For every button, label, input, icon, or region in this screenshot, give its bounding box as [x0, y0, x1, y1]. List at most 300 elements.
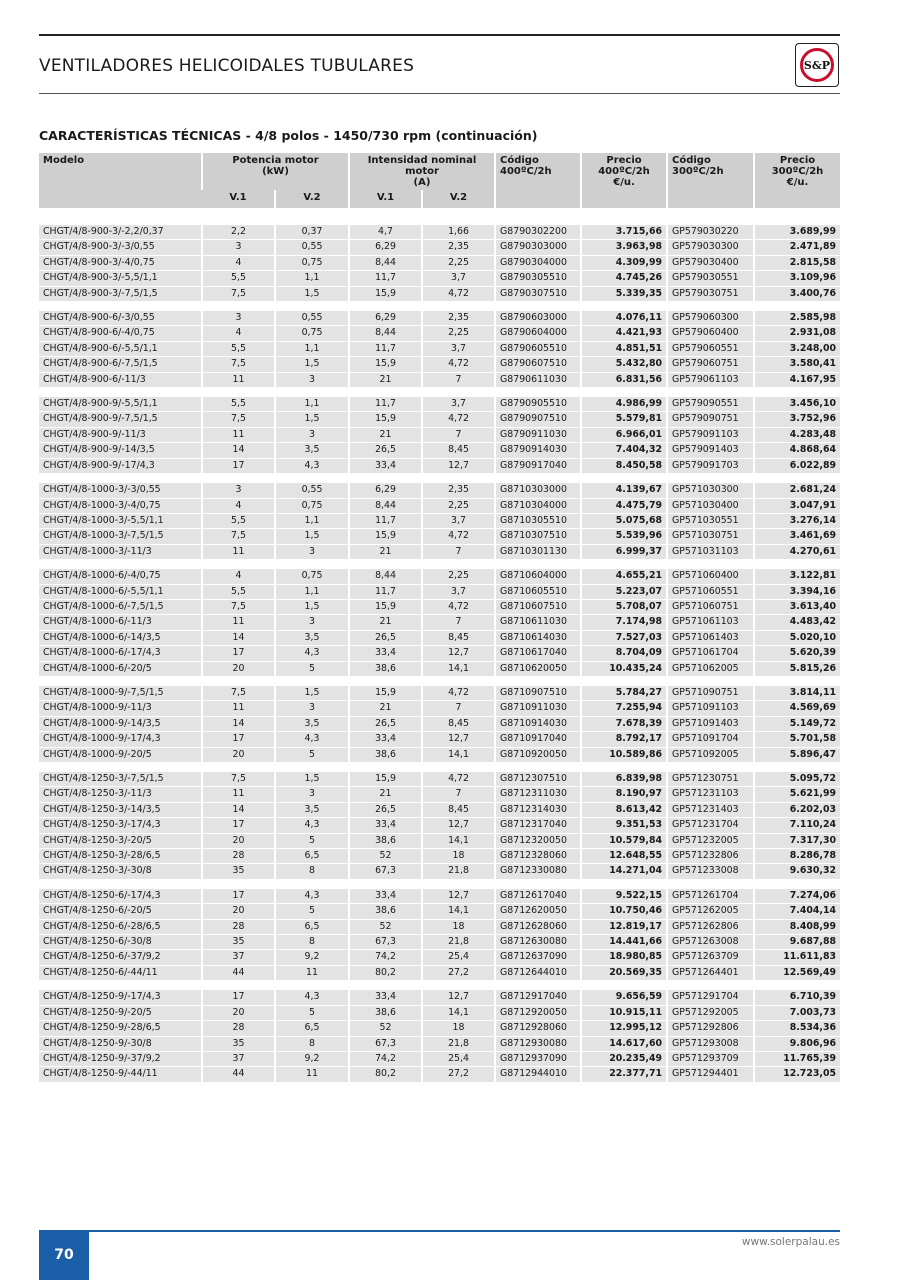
- table-row: [39, 311, 840, 326]
- cell-current-v2: 7: [422, 427, 495, 442]
- cell-price-300: 9.630,32: [754, 864, 840, 879]
- cell-current-v2: 4,72: [422, 357, 495, 372]
- cell-price-400: 7.255,94: [581, 701, 667, 716]
- cell-current-v2: 18: [422, 919, 495, 934]
- cell-code-400: G8790302200: [495, 225, 581, 240]
- cell-power-v2: 6,5: [275, 849, 349, 864]
- cell-current-v2: 21,8: [422, 935, 495, 950]
- table-row: [39, 397, 840, 412]
- cell-price-400: 5.075,68: [581, 513, 667, 528]
- cell-power-v1: 5,5: [202, 513, 275, 528]
- cell-current-v2: 3,7: [422, 341, 495, 356]
- cell-code-300: GP571061403: [667, 630, 754, 645]
- col-code-400: Código 400ºC/2h: [495, 153, 581, 208]
- col-model: Modelo: [39, 153, 202, 208]
- cell-power-v2: 3: [275, 615, 349, 630]
- cell-power-v1: 17: [202, 818, 275, 833]
- cell-code-300: GP579090551: [667, 397, 754, 412]
- cell-price-400: 9.522,15: [581, 889, 667, 904]
- cell-power-v2: 1,5: [275, 686, 349, 701]
- cell-power-v1: 5,5: [202, 397, 275, 412]
- cell-power-v1: 4: [202, 569, 275, 584]
- cell-price-300: 2.815,58: [754, 255, 840, 270]
- cell-current-v2: 2,25: [422, 255, 495, 270]
- cell-price-400: 6.999,37: [581, 544, 667, 559]
- table-row: [39, 919, 840, 934]
- cell-price-400: 4.076,11: [581, 311, 667, 326]
- cell-code-400: G8712620050: [495, 904, 581, 919]
- cell-current-v1: 26,5: [349, 716, 422, 731]
- cell-code-400: G8712328060: [495, 849, 581, 864]
- cell-code-300: GP571231704: [667, 818, 754, 833]
- group-spacer: [39, 302, 840, 312]
- cell-code-300: GP571090751: [667, 686, 754, 701]
- cell-current-v2: 14,1: [422, 747, 495, 762]
- cell-price-300: 4.167,95: [754, 372, 840, 387]
- cell-power-v2: 3: [275, 427, 349, 442]
- table-row: [39, 802, 840, 817]
- cell-current-v2: 2,35: [422, 240, 495, 255]
- cell-current-v1: 11,7: [349, 271, 422, 286]
- cell-power-v1: 5,5: [202, 584, 275, 599]
- cell-model: CHGT/4/8-900-3/-4/0,75: [39, 255, 202, 270]
- cell-current-v1: 4,7: [349, 225, 422, 240]
- table-row: [39, 1067, 840, 1082]
- cell-power-v2: 1,1: [275, 397, 349, 412]
- cell-power-v2: 5: [275, 661, 349, 676]
- header-rule: [39, 93, 840, 94]
- cell-power-v1: 17: [202, 646, 275, 661]
- cell-power-v2: 1,1: [275, 271, 349, 286]
- table-row: [39, 818, 840, 833]
- cell-code-400: G8790907510: [495, 412, 581, 427]
- cell-code-300: GP571060551: [667, 584, 754, 599]
- cell-model: CHGT/4/8-1000-6/-17/4,3: [39, 646, 202, 661]
- col-current-v1: V.1: [349, 190, 422, 208]
- cell-power-v1: 44: [202, 965, 275, 980]
- cell-price-400: 6.839,98: [581, 772, 667, 787]
- cell-price-400: 18.980,85: [581, 950, 667, 965]
- cell-price-400: 7.527,03: [581, 630, 667, 645]
- cell-current-v2: 8,45: [422, 716, 495, 731]
- cell-price-300: 6.710,39: [754, 990, 840, 1005]
- cell-model: CHGT/4/8-1250-3/-28/6,5: [39, 849, 202, 864]
- cell-model: CHGT/4/8-1250-3/-14/3,5: [39, 802, 202, 817]
- table-row: [39, 701, 840, 716]
- cell-code-400: G8710917040: [495, 732, 581, 747]
- cell-current-v2: 2,25: [422, 498, 495, 513]
- cell-current-v2: 2,35: [422, 311, 495, 326]
- cell-power-v1: 3: [202, 240, 275, 255]
- cell-code-400: G8712644010: [495, 965, 581, 980]
- cell-model: CHGT/4/8-900-6/-7,5/1,5: [39, 357, 202, 372]
- cell-model: CHGT/4/8-900-6/-4/0,75: [39, 326, 202, 341]
- table-row: [39, 1005, 840, 1020]
- cell-model: CHGT/4/8-1250-9/-44/11: [39, 1067, 202, 1082]
- table-row: [39, 240, 840, 255]
- cell-current-v1: 15,9: [349, 772, 422, 787]
- cell-price-400: 5.432,80: [581, 357, 667, 372]
- cell-price-400: 22.377,71: [581, 1067, 667, 1082]
- table-row: [39, 787, 840, 802]
- cell-power-v1: 44: [202, 1067, 275, 1082]
- cell-code-400: G8712314030: [495, 802, 581, 817]
- cell-current-v2: 7: [422, 701, 495, 716]
- cell-power-v2: 8: [275, 1036, 349, 1051]
- cell-code-400: G8710911030: [495, 701, 581, 716]
- cell-power-v1: 20: [202, 1005, 275, 1020]
- cell-price-300: 5.095,72: [754, 772, 840, 787]
- table-row: [39, 686, 840, 701]
- table-row: [39, 1021, 840, 1036]
- cell-code-400: G8710914030: [495, 716, 581, 731]
- cell-code-400: G8710620050: [495, 661, 581, 676]
- group-spacer: [39, 981, 840, 991]
- cell-current-v2: 8,45: [422, 802, 495, 817]
- cell-price-300: 12.569,49: [754, 965, 840, 980]
- table-row: [39, 427, 840, 442]
- cell-power-v1: 28: [202, 849, 275, 864]
- table-row: [39, 747, 840, 762]
- cell-current-v1: 52: [349, 849, 422, 864]
- table-row: [39, 372, 840, 387]
- cell-code-300: GP571292806: [667, 1021, 754, 1036]
- cell-current-v2: 7: [422, 372, 495, 387]
- col-price-400: Precio 400ºC/2h €/u.: [581, 153, 667, 208]
- cell-power-v1: 17: [202, 732, 275, 747]
- cell-code-300: GP579091103: [667, 427, 754, 442]
- cell-code-400: G8710303000: [495, 483, 581, 498]
- cell-power-v2: 9,2: [275, 1051, 349, 1066]
- cell-price-300: 3.461,69: [754, 529, 840, 544]
- cell-power-v2: 3,5: [275, 802, 349, 817]
- cell-current-v1: 38,6: [349, 747, 422, 762]
- cell-power-v1: 35: [202, 864, 275, 879]
- cell-code-300: GP571232005: [667, 833, 754, 848]
- cell-power-v1: 7,5: [202, 599, 275, 614]
- cell-current-v2: 12,7: [422, 458, 495, 473]
- cell-current-v2: 14,1: [422, 661, 495, 676]
- logo-mark: S&P: [800, 48, 834, 82]
- cell-power-v2: 4,3: [275, 732, 349, 747]
- footer-rule: [39, 1230, 840, 1232]
- table-row: [39, 498, 840, 513]
- cell-code-300: GP571262806: [667, 919, 754, 934]
- cell-current-v1: 67,3: [349, 864, 422, 879]
- cell-current-v1: 74,2: [349, 1051, 422, 1066]
- cell-power-v2: 4,3: [275, 646, 349, 661]
- cell-price-400: 5.223,07: [581, 584, 667, 599]
- table-row: [39, 1051, 840, 1066]
- cell-code-400: G8710920050: [495, 747, 581, 762]
- cell-code-400: G8712937090: [495, 1051, 581, 1066]
- cell-code-400: G8712617040: [495, 889, 581, 904]
- cell-price-400: 5.708,07: [581, 599, 667, 614]
- cell-current-v1: 21: [349, 427, 422, 442]
- cell-current-v1: 15,9: [349, 286, 422, 301]
- cell-model: CHGT/4/8-1250-6/-20/5: [39, 904, 202, 919]
- cell-power-v1: 11: [202, 372, 275, 387]
- col-current-v2: V.2: [422, 190, 495, 208]
- cell-model: CHGT/4/8-1250-6/-44/11: [39, 965, 202, 980]
- cell-price-300: 7.317,30: [754, 833, 840, 848]
- cell-power-v2: 3,5: [275, 630, 349, 645]
- cell-current-v1: 33,4: [349, 732, 422, 747]
- cell-power-v2: 4,3: [275, 458, 349, 473]
- cell-current-v2: 3,7: [422, 513, 495, 528]
- cell-code-400: G8710607510: [495, 599, 581, 614]
- cell-current-v1: 8,44: [349, 498, 422, 513]
- table-row: [39, 513, 840, 528]
- group-spacer: [39, 763, 840, 773]
- cell-current-v1: 11,7: [349, 397, 422, 412]
- cell-price-400: 10.915,11: [581, 1005, 667, 1020]
- cell-current-v2: 7: [422, 787, 495, 802]
- website-link[interactable]: www.solerpalau.es: [741, 1236, 840, 1248]
- cell-code-400: G8790604000: [495, 326, 581, 341]
- table-row: [39, 225, 840, 240]
- cell-model: CHGT/4/8-900-9/-5,5/1,1: [39, 397, 202, 412]
- cell-code-300: GP571030400: [667, 498, 754, 513]
- specs-table: [39, 153, 840, 1083]
- cell-model: CHGT/4/8-900-9/-7,5/1,5: [39, 412, 202, 427]
- cell-price-400: 8.704,09: [581, 646, 667, 661]
- cell-model: CHGT/4/8-1000-3/-7,5/1,5: [39, 529, 202, 544]
- table-row: [39, 615, 840, 630]
- cell-current-v1: 11,7: [349, 513, 422, 528]
- cell-current-v2: 27,2: [422, 1067, 495, 1082]
- cell-power-v1: 28: [202, 919, 275, 934]
- cell-power-v1: 7,5: [202, 529, 275, 544]
- cell-model: CHGT/4/8-1250-6/-28/6,5: [39, 919, 202, 934]
- cell-model: CHGT/4/8-900-3/-5,5/1,1: [39, 271, 202, 286]
- cell-code-400: G8710614030: [495, 630, 581, 645]
- cell-code-300: GP571232806: [667, 849, 754, 864]
- cell-power-v2: 6,5: [275, 1021, 349, 1036]
- cell-model: CHGT/4/8-1250-3/-30/8: [39, 864, 202, 879]
- cell-current-v2: 2,35: [422, 483, 495, 498]
- cell-price-400: 12.995,12: [581, 1021, 667, 1036]
- table-row: [39, 584, 840, 599]
- cell-code-400: G8710604000: [495, 569, 581, 584]
- cell-power-v1: 11: [202, 615, 275, 630]
- cell-code-300: GP571294401: [667, 1067, 754, 1082]
- cell-model: CHGT/4/8-1000-6/-4/0,75: [39, 569, 202, 584]
- cell-power-v2: 4,3: [275, 889, 349, 904]
- cell-model: CHGT/4/8-1250-3/-20/5: [39, 833, 202, 848]
- cell-current-v2: 25,4: [422, 950, 495, 965]
- cell-model: CHGT/4/8-1000-6/-5,5/1,1: [39, 584, 202, 599]
- cell-code-300: GP579060551: [667, 341, 754, 356]
- cell-code-400: G8712920050: [495, 1005, 581, 1020]
- cell-current-v1: 21: [349, 544, 422, 559]
- cell-code-400: G8790611030: [495, 372, 581, 387]
- cell-current-v2: 4,72: [422, 529, 495, 544]
- cell-current-v2: 4,72: [422, 286, 495, 301]
- cell-code-300: GP571263008: [667, 935, 754, 950]
- table-row: [39, 271, 840, 286]
- cell-price-400: 8.450,58: [581, 458, 667, 473]
- cell-price-400: 12.648,55: [581, 849, 667, 864]
- cell-code-400: G8712307510: [495, 772, 581, 787]
- page-title: VENTILADORES HELICOIDALES TUBULARES: [39, 56, 415, 76]
- cell-price-300: 8.286,78: [754, 849, 840, 864]
- cell-model: CHGT/4/8-900-6/-5,5/1,1: [39, 341, 202, 356]
- cell-code-400: G8710611030: [495, 615, 581, 630]
- cell-power-v1: 4: [202, 255, 275, 270]
- cell-current-v1: 33,4: [349, 646, 422, 661]
- cell-power-v2: 4,3: [275, 818, 349, 833]
- cell-code-400: G8710301130: [495, 544, 581, 559]
- cell-code-300: GP571061704: [667, 646, 754, 661]
- cell-power-v1: 4: [202, 498, 275, 513]
- cell-code-400: G8790603000: [495, 311, 581, 326]
- cell-price-300: 5.701,58: [754, 732, 840, 747]
- cell-power-v1: 37: [202, 1051, 275, 1066]
- cell-code-400: G8790305510: [495, 271, 581, 286]
- cell-power-v1: 11: [202, 787, 275, 802]
- cell-price-400: 6.831,56: [581, 372, 667, 387]
- cell-power-v2: 5: [275, 904, 349, 919]
- cell-power-v2: 11: [275, 1067, 349, 1082]
- cell-code-400: G8790304000: [495, 255, 581, 270]
- cell-model: CHGT/4/8-900-6/-11/3: [39, 372, 202, 387]
- table-row: [39, 864, 840, 879]
- cell-price-400: 3.963,98: [581, 240, 667, 255]
- table-row: [39, 544, 840, 559]
- cell-code-400: G8712630080: [495, 935, 581, 950]
- cell-price-300: 5.020,10: [754, 630, 840, 645]
- cell-current-v1: 8,44: [349, 326, 422, 341]
- cell-current-v1: 80,2: [349, 965, 422, 980]
- cell-code-300: GP579030300: [667, 240, 754, 255]
- cell-model: CHGT/4/8-1250-6/-37/9,2: [39, 950, 202, 965]
- cell-price-400: 20.235,49: [581, 1051, 667, 1066]
- table-row: [39, 286, 840, 301]
- cell-code-300: GP571030551: [667, 513, 754, 528]
- cell-code-400: G8710617040: [495, 646, 581, 661]
- cell-power-v1: 3: [202, 483, 275, 498]
- cell-price-300: 3.394,16: [754, 584, 840, 599]
- cell-price-400: 7.174,98: [581, 615, 667, 630]
- cell-price-300: 3.613,40: [754, 599, 840, 614]
- cell-price-400: 5.339,35: [581, 286, 667, 301]
- brand-logo: [795, 43, 839, 87]
- cell-code-400: G8712628060: [495, 919, 581, 934]
- cell-power-v2: 1,5: [275, 286, 349, 301]
- cell-current-v1: 15,9: [349, 357, 422, 372]
- cell-current-v1: 52: [349, 1021, 422, 1036]
- cell-price-300: 3.689,99: [754, 225, 840, 240]
- group-spacer: [39, 676, 840, 686]
- cell-power-v1: 11: [202, 544, 275, 559]
- cell-power-v2: 3: [275, 544, 349, 559]
- cell-power-v1: 4: [202, 326, 275, 341]
- cell-price-300: 5.621,99: [754, 787, 840, 802]
- cell-code-300: GP571264401: [667, 965, 754, 980]
- cell-price-400: 5.579,81: [581, 412, 667, 427]
- cell-model: CHGT/4/8-1000-6/-14/3,5: [39, 630, 202, 645]
- cell-code-300: GP571292005: [667, 1005, 754, 1020]
- cell-price-400: 5.539,96: [581, 529, 667, 544]
- cell-power-v2: 0,75: [275, 326, 349, 341]
- cell-model: CHGT/4/8-1000-9/-20/5: [39, 747, 202, 762]
- table-row: [39, 443, 840, 458]
- cell-code-300: GP571030300: [667, 483, 754, 498]
- cell-power-v1: 17: [202, 458, 275, 473]
- cell-current-v1: 8,44: [349, 255, 422, 270]
- cell-model: CHGT/4/8-1250-3/-17/4,3: [39, 818, 202, 833]
- cell-model: CHGT/4/8-1000-3/-5,5/1,1: [39, 513, 202, 528]
- cell-power-v2: 11: [275, 965, 349, 980]
- cell-model: CHGT/4/8-1000-6/-11/3: [39, 615, 202, 630]
- cell-current-v2: 3,7: [422, 584, 495, 599]
- cell-current-v2: 12,7: [422, 732, 495, 747]
- cell-power-v1: 2,2: [202, 225, 275, 240]
- cell-current-v1: 8,44: [349, 569, 422, 584]
- cell-model: CHGT/4/8-1250-6/-17/4,3: [39, 889, 202, 904]
- cell-code-300: GP571261704: [667, 889, 754, 904]
- table-row: [39, 849, 840, 864]
- cell-power-v1: 5,5: [202, 341, 275, 356]
- cell-current-v1: 15,9: [349, 599, 422, 614]
- cell-current-v1: 21: [349, 787, 422, 802]
- table-row: [39, 357, 840, 372]
- cell-price-300: 7.003,73: [754, 1005, 840, 1020]
- cell-code-400: G8710304000: [495, 498, 581, 513]
- table-row: [39, 965, 840, 980]
- col-current: Intensidad nominal motor (A): [349, 153, 495, 190]
- cell-price-300: 5.815,26: [754, 661, 840, 676]
- cell-power-v1: 7,5: [202, 686, 275, 701]
- cell-code-300: GP571030751: [667, 529, 754, 544]
- cell-power-v2: 1,5: [275, 599, 349, 614]
- cell-current-v1: 33,4: [349, 818, 422, 833]
- cell-price-400: 4.851,51: [581, 341, 667, 356]
- cell-power-v2: 0,75: [275, 569, 349, 584]
- cell-current-v2: 12,7: [422, 990, 495, 1005]
- cell-model: CHGT/4/8-1000-6/-20/5: [39, 661, 202, 676]
- cell-price-300: 4.483,42: [754, 615, 840, 630]
- cell-current-v2: 3,7: [422, 397, 495, 412]
- table-row: [39, 950, 840, 965]
- cell-price-300: 3.400,76: [754, 286, 840, 301]
- cell-price-300: 9.687,88: [754, 935, 840, 950]
- cell-power-v1: 11: [202, 701, 275, 716]
- cell-current-v2: 2,25: [422, 326, 495, 341]
- cell-price-400: 7.678,39: [581, 716, 667, 731]
- cell-price-400: 4.475,79: [581, 498, 667, 513]
- cell-price-400: 10.435,24: [581, 661, 667, 676]
- cell-code-400: G8710907510: [495, 686, 581, 701]
- cell-price-400: 14.617,60: [581, 1036, 667, 1051]
- cell-code-400: G8710605510: [495, 584, 581, 599]
- cell-current-v2: 18: [422, 1021, 495, 1036]
- cell-current-v1: 6,29: [349, 311, 422, 326]
- col-power-v2: V.2: [275, 190, 349, 208]
- cell-power-v1: 28: [202, 1021, 275, 1036]
- table-row: [39, 990, 840, 1005]
- cell-power-v2: 0,75: [275, 255, 349, 270]
- cell-current-v2: 14,1: [422, 833, 495, 848]
- cell-price-300: 12.723,05: [754, 1067, 840, 1082]
- table-row: [39, 255, 840, 270]
- cell-price-400: 10.589,86: [581, 747, 667, 762]
- table-row: [39, 458, 840, 473]
- section-title: CARACTERÍSTICAS TÉCNICAS - 4/8 polos - 1450/730 rpm (continuación): [39, 128, 538, 143]
- table-row: [39, 483, 840, 498]
- cell-power-v1: 17: [202, 889, 275, 904]
